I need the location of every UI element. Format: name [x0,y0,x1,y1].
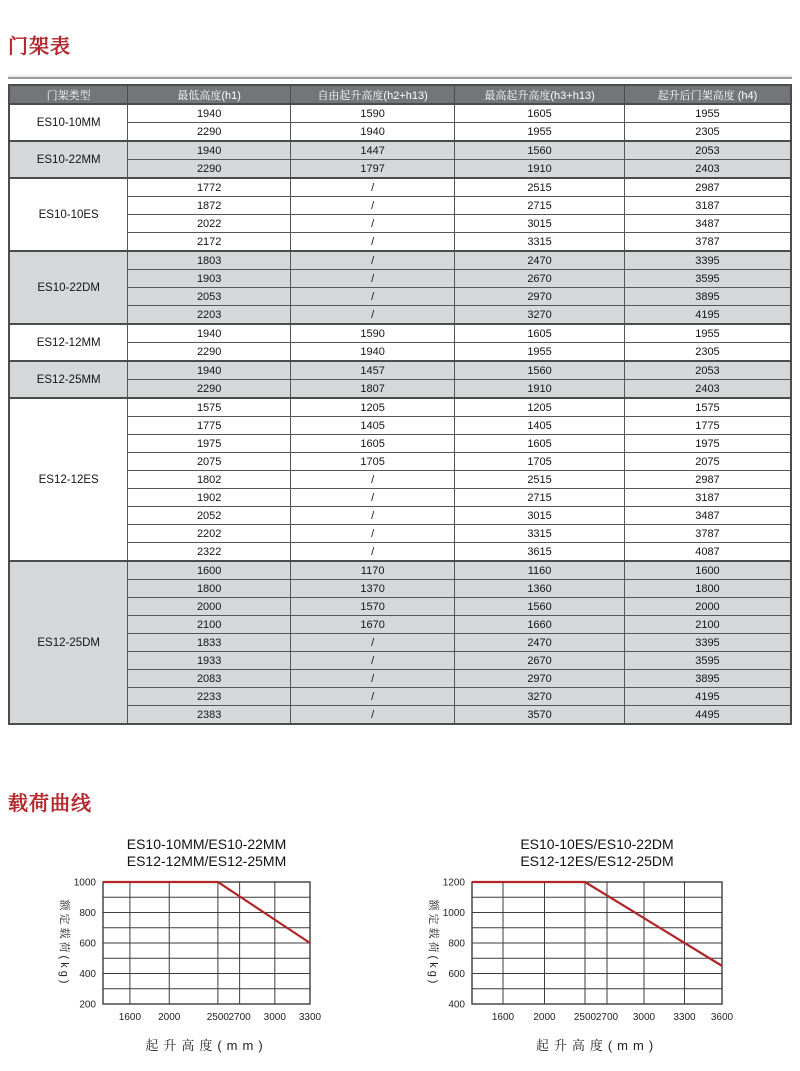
load-chart-left-plot [43,876,325,1071]
data-cell: 3487 [624,215,791,233]
data-cell: 2172 [128,233,291,252]
data-cell: 1940 [128,104,291,123]
data-cell: 1797 [291,160,455,179]
data-cell: 1575 [128,398,291,417]
data-cell: 2290 [128,160,291,179]
chart-title-line: ES10-10MM/ES10-22MM [126,836,287,852]
mast-group-es12-12es [9,398,791,561]
data-cell: 2305 [624,123,791,142]
data-cell: 1600 [624,561,791,580]
data-cell: 1955 [455,343,625,362]
x-tick-label: 3300 [673,1012,696,1023]
data-cell: / [291,525,455,543]
data-cell: / [291,288,455,306]
load-curve-charts [8,836,792,1071]
data-cell: 1447 [291,141,455,160]
y-tick-label: 400 [79,969,96,980]
data-cell: 1590 [291,104,455,123]
y-axis-label: 额定载荷(kg) [58,899,70,987]
data-cell: 2100 [128,616,291,634]
data-cell: 2970 [455,670,625,688]
data-cell: / [291,215,455,233]
data-cell: 3595 [624,652,791,670]
data-cell: 2715 [455,197,625,215]
data-cell: 1705 [455,453,625,471]
data-cell: 1940 [128,324,291,343]
data-cell: 2715 [455,489,625,507]
data-cell: 3015 [455,215,625,233]
x-tick-label: 2700 [228,1012,251,1023]
y-tick-label: 1000 [442,908,465,919]
data-cell: 1975 [128,435,291,453]
data-cell: 1457 [291,361,455,380]
data-cell: 2053 [624,361,791,380]
mast-group-es10-22mm [9,141,791,178]
data-cell: 3015 [455,507,625,525]
x-tick-label: 3600 [710,1012,734,1023]
data-cell: / [291,270,455,288]
x-tick-label: 2000 [158,1012,181,1023]
y-tick-label: 600 [79,938,96,950]
data-cell: 1902 [128,489,291,507]
chart-title-line: ES12-12MM/ES12-25MM [126,853,287,869]
data-cell: 2100 [624,616,791,634]
table-row [9,361,791,380]
x-tick-label: 2500 [206,1012,230,1023]
table-row [9,561,791,580]
load-curve-section-title: 载荷曲线 [8,793,92,815]
data-cell: 2383 [128,706,291,725]
data-cell: 3895 [624,670,791,688]
horizontal-rule [8,75,792,79]
data-cell: 1205 [455,398,625,417]
data-cell: 2515 [455,178,625,197]
load-chart-right-title [472,836,722,870]
data-cell: 2000 [624,598,791,616]
x-axis-label: 起升高度(mm) [535,1038,659,1053]
data-cell: 2670 [455,652,625,670]
table-row [9,398,791,417]
y-axis-label: 额定载荷(kg) [427,899,439,987]
data-cell: 1570 [291,598,455,616]
data-cell: 2290 [128,123,291,142]
y-tick-label: 1200 [442,877,465,889]
data-cell: 2233 [128,688,291,706]
data-cell: 1370 [291,580,455,598]
data-cell: 3615 [455,543,625,562]
data-cell: 1360 [455,580,625,598]
data-cell: 2290 [128,380,291,399]
data-cell: 3395 [624,251,791,270]
data-cell: 1955 [624,324,791,343]
mast-group-es12-25dm [9,561,791,724]
x-axis-label: 起升高度(mm) [145,1038,268,1053]
mast-table [8,84,792,725]
model-cell: ES10-22MM [9,141,128,178]
data-cell: 1775 [624,417,791,435]
column-header: 最低高度(h1) [128,85,291,104]
data-cell: 2053 [624,141,791,160]
model-cell: ES10-10MM [9,104,128,141]
data-cell: 2022 [128,215,291,233]
data-cell: / [291,652,455,670]
chart-title-line: ES12-12ES/ES12-25DM [520,853,674,869]
data-cell: 1575 [624,398,791,417]
data-cell: 1605 [455,324,625,343]
data-cell: 2202 [128,525,291,543]
model-cell: ES12-12ES [9,398,128,561]
data-cell: 3270 [455,688,625,706]
data-cell: 1205 [291,398,455,417]
mast-group-es10-10es [9,178,791,251]
data-cell: 2970 [455,288,625,306]
data-cell: 1933 [128,652,291,670]
data-cell: 1800 [624,580,791,598]
data-cell: 1405 [291,417,455,435]
data-cell: 1772 [128,178,291,197]
data-cell: 4495 [624,706,791,725]
y-tick-label: 400 [448,999,465,1011]
data-cell: 4195 [624,306,791,325]
data-cell: 3270 [455,306,625,325]
data-cell: 1660 [455,616,625,634]
column-header: 最高起升高度(h3+h13) [455,85,625,104]
load-chart-right-plot [412,876,737,1071]
y-tick-label: 1000 [73,877,96,889]
data-cell: 3487 [624,507,791,525]
mast-group-es10-22dm [9,251,791,324]
data-cell: 1560 [455,598,625,616]
data-cell: 1940 [128,361,291,380]
data-cell: 1940 [291,343,455,362]
data-cell: 1170 [291,561,455,580]
model-cell: ES10-10ES [9,178,128,251]
data-cell: 3187 [624,489,791,507]
data-cell: 1975 [624,435,791,453]
data-cell: 1833 [128,634,291,652]
y-tick-label: 200 [79,999,96,1011]
data-cell: 2515 [455,471,625,489]
x-tick-label: 1600 [118,1012,142,1023]
data-cell: 1160 [455,561,625,580]
data-cell: 3787 [624,233,791,252]
data-cell: / [291,306,455,325]
x-tick-label: 2500 [573,1012,597,1023]
data-cell: 2987 [624,178,791,197]
model-cell: ES12-12MM [9,324,128,361]
data-cell: 2470 [455,634,625,652]
mast-group-es10-10mm [9,104,791,141]
data-cell: / [291,489,455,507]
data-cell: 1605 [455,435,625,453]
data-cell: 3395 [624,634,791,652]
data-cell: 1872 [128,197,291,215]
data-cell: 1405 [455,417,625,435]
model-cell: ES10-22DM [9,251,128,324]
data-cell: 3315 [455,233,625,252]
data-cell: 2403 [624,160,791,179]
mast-group-es12-12mm [9,324,791,361]
data-cell: 4195 [624,688,791,706]
data-cell: 1775 [128,417,291,435]
column-header: 门架类型 [9,85,128,104]
data-cell: / [291,688,455,706]
data-cell: 1940 [128,141,291,160]
data-cell: / [291,543,455,562]
data-cell: 1560 [455,141,625,160]
table-row [9,178,791,197]
x-tick-label: 1600 [491,1012,515,1023]
data-cell: 2203 [128,306,291,325]
data-cell: 1955 [455,123,625,142]
mast-table-header-row [9,85,791,104]
data-cell: 2000 [128,598,291,616]
table-row [9,251,791,270]
data-cell: 1670 [291,616,455,634]
data-cell: 1560 [455,361,625,380]
data-cell: / [291,197,455,215]
data-cell: 2305 [624,343,791,362]
data-cell: 4087 [624,543,791,562]
data-cell: 2075 [128,453,291,471]
x-tick-label: 2700 [595,1012,619,1023]
data-cell: 1940 [291,123,455,142]
chart-canvas [43,876,325,1066]
table-row [9,104,791,123]
load-chart-left-title [103,836,310,870]
data-cell: 1800 [128,580,291,598]
data-cell: 3787 [624,525,791,543]
data-cell: / [291,178,455,197]
data-cell: 1802 [128,471,291,489]
data-cell: 1807 [291,380,455,399]
x-tick-label: 3300 [298,1012,322,1023]
y-tick-label: 800 [448,938,465,950]
table-row [9,324,791,343]
data-cell: 2053 [128,288,291,306]
data-cell: 2075 [624,453,791,471]
data-cell: 1903 [128,270,291,288]
data-cell: 2403 [624,380,791,399]
data-cell: 1605 [291,435,455,453]
data-cell: 1803 [128,251,291,270]
x-tick-label: 3000 [632,1012,656,1023]
data-cell: 1605 [455,104,625,123]
data-cell: 2670 [455,270,625,288]
data-cell: 1910 [455,380,625,399]
data-cell: / [291,706,455,725]
table-row [9,141,791,160]
y-tick-label: 600 [448,969,465,980]
data-cell: / [291,634,455,652]
data-cell: / [291,233,455,252]
data-cell: 3187 [624,197,791,215]
model-cell: ES12-25MM [9,361,128,398]
data-cell: 1705 [291,453,455,471]
data-cell: 1910 [455,160,625,179]
data-cell: 2987 [624,471,791,489]
x-tick-label: 3000 [263,1012,286,1023]
data-cell: 2290 [128,343,291,362]
data-cell: 2470 [455,251,625,270]
x-tick-label: 2000 [533,1012,556,1023]
data-cell: 2083 [128,670,291,688]
column-header: 自由起升高度(h2+h13) [291,85,455,104]
data-cell: 1955 [624,104,791,123]
data-cell: 3570 [455,706,625,725]
chart-title-line: ES10-10ES/ES10-22DM [520,836,674,852]
data-cell: 1590 [291,324,455,343]
load-chart-left [43,836,325,1071]
mast-table-section-title: 门架表 [8,36,71,58]
y-tick-label: 800 [79,908,96,919]
data-cell: 3895 [624,288,791,306]
chart-canvas [412,876,737,1066]
data-cell: 3595 [624,270,791,288]
data-cell: / [291,507,455,525]
data-cell: 2322 [128,543,291,562]
column-header: 起升后门架高度 (h4) [624,85,791,104]
mast-group-es12-25mm [9,361,791,398]
data-cell: 3315 [455,525,625,543]
data-cell: / [291,471,455,489]
model-cell: ES12-25DM [9,561,128,724]
load-chart-right [412,836,737,1071]
data-cell: 1600 [128,561,291,580]
data-cell: 2052 [128,507,291,525]
data-cell: / [291,670,455,688]
data-cell: / [291,251,455,270]
